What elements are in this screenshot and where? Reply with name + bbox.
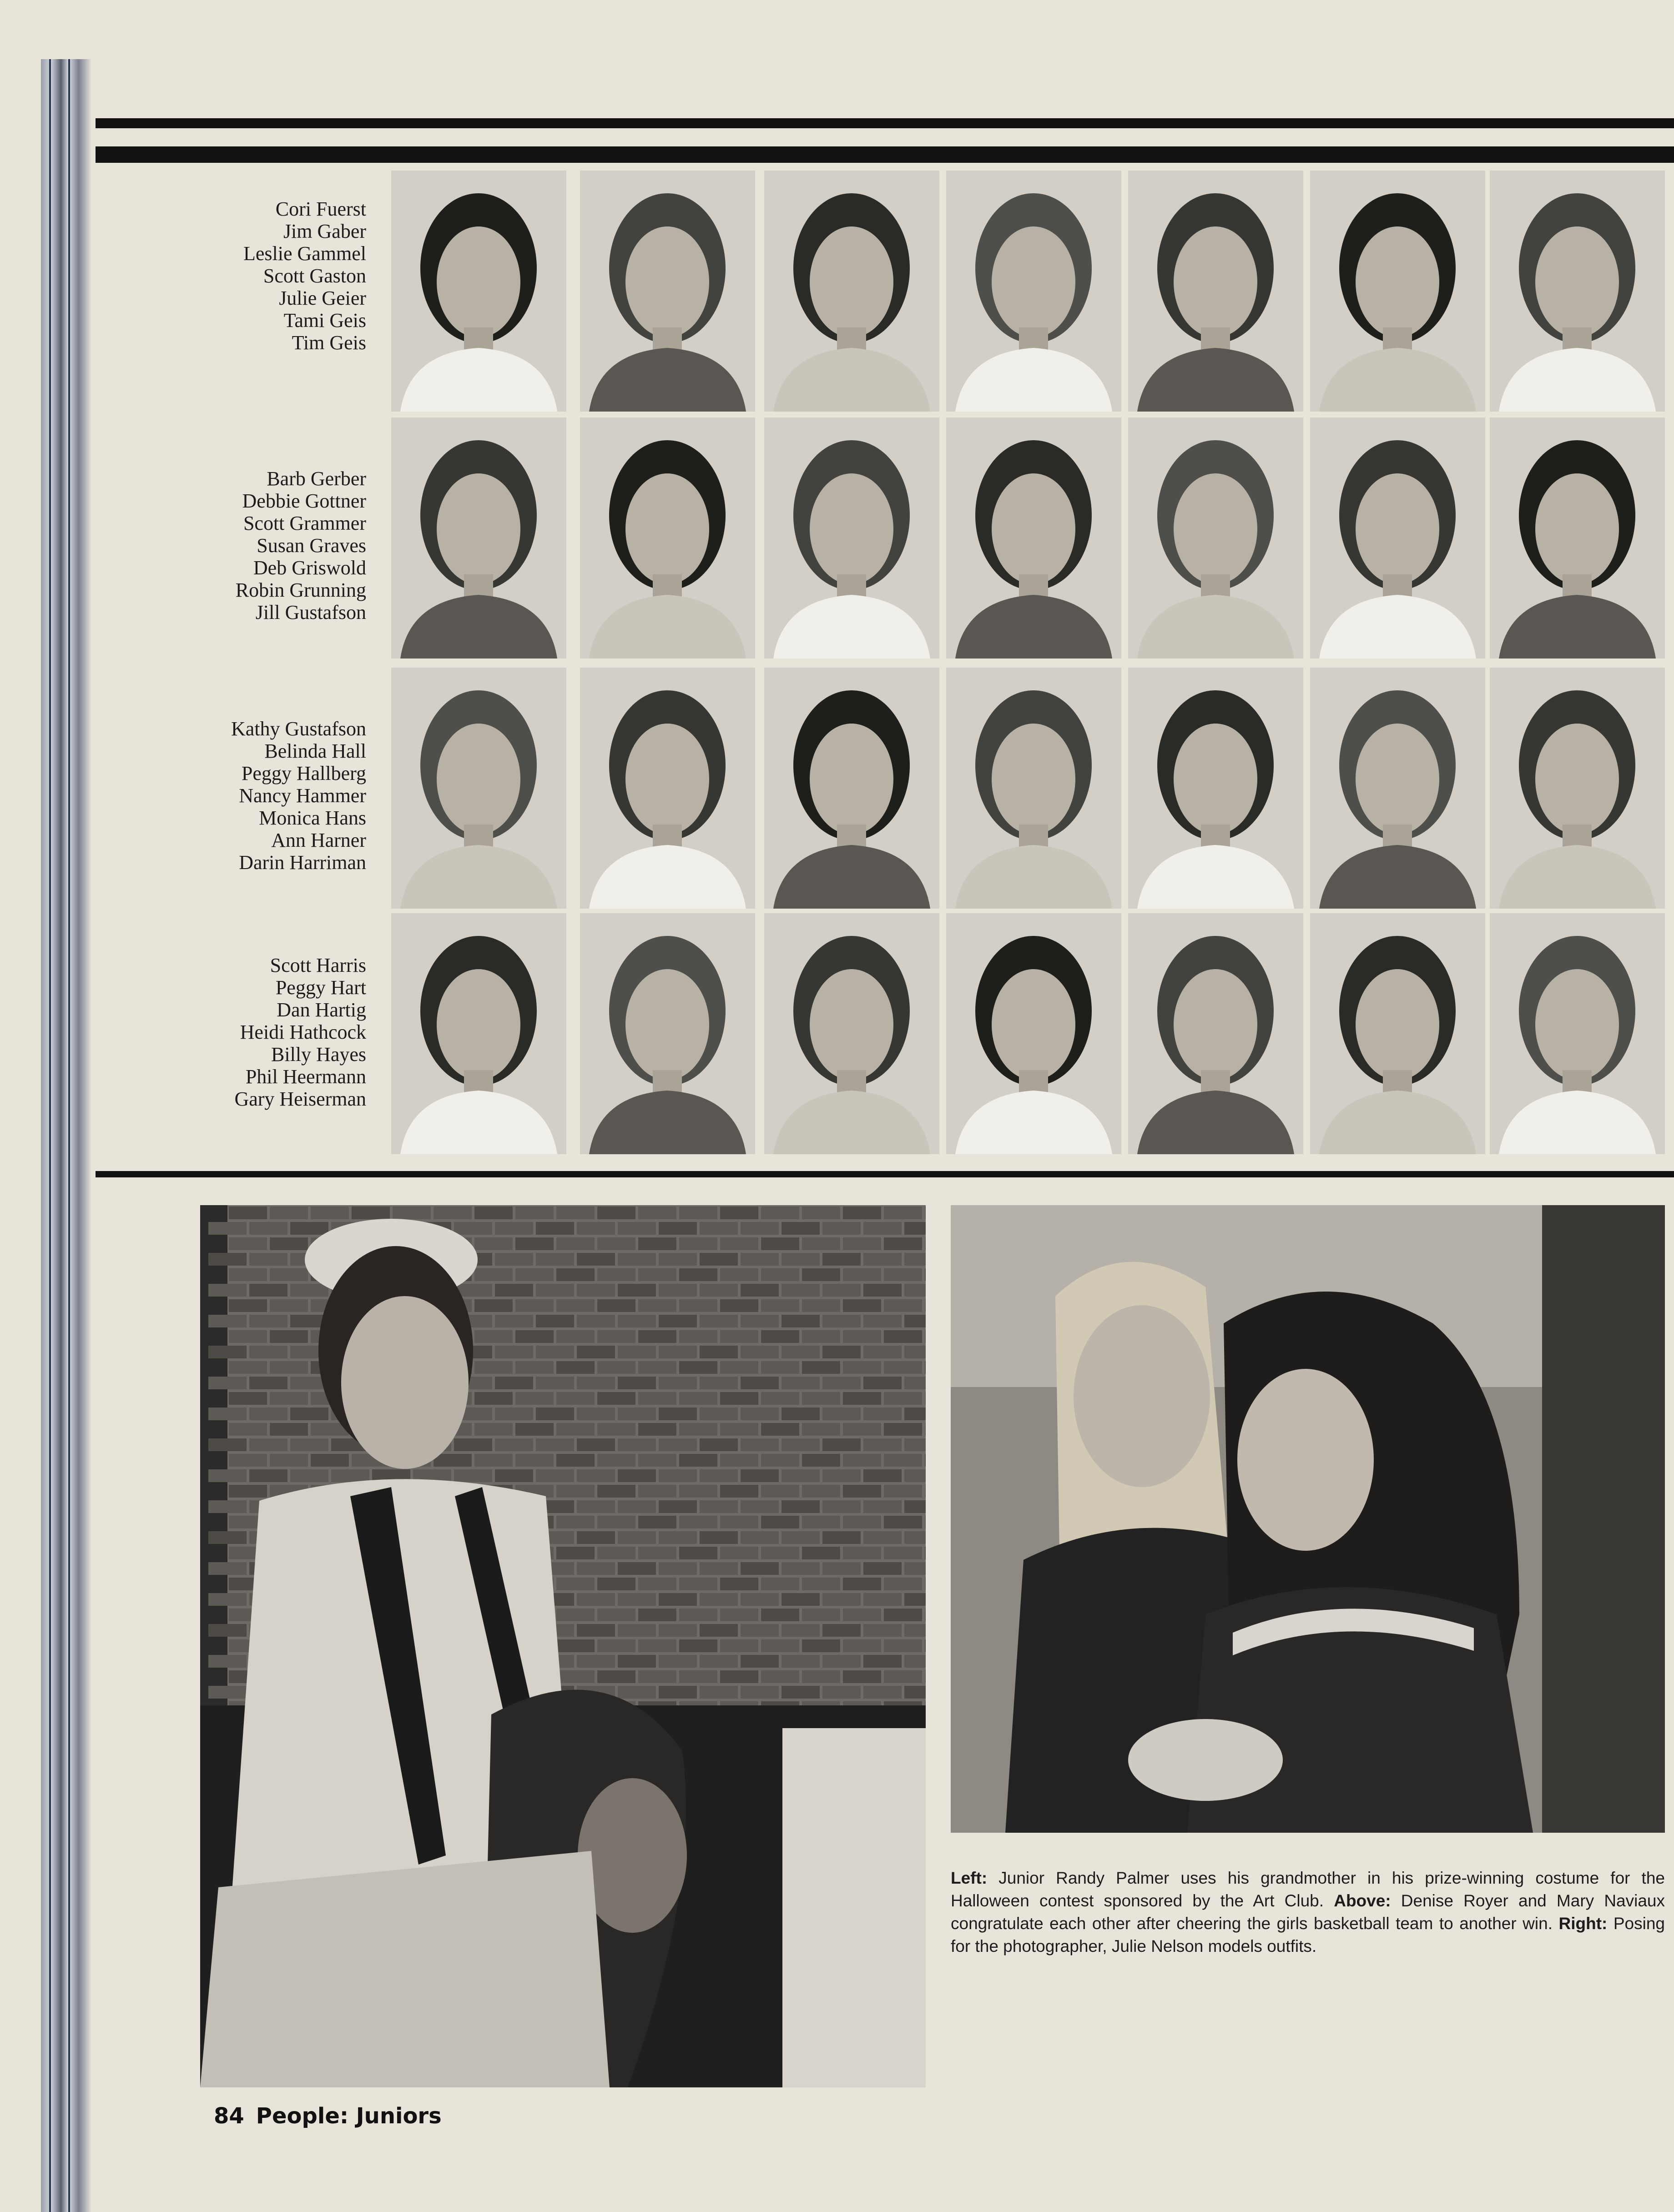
student-name: Monica Hans [259, 807, 366, 829]
costume-photo [200, 1205, 926, 2087]
student-name: Billy Hayes [271, 1043, 366, 1066]
student-portrait [1490, 913, 1665, 1154]
student-portrait [1490, 171, 1665, 412]
student-portrait [580, 913, 755, 1154]
student-name: Jill Gustafson [255, 601, 366, 623]
student-name: Tim Geis [292, 332, 366, 354]
student-portrait [946, 417, 1121, 659]
student-name: Julie Geier [279, 287, 366, 309]
student-name: Peggy Hart [275, 976, 366, 999]
student-name: Nancy Hammer [239, 784, 366, 807]
photo-caption [951, 1867, 1665, 1958]
student-name: Kathy Gustafson [231, 718, 366, 740]
student-portrait [1310, 417, 1485, 659]
student-portrait [391, 417, 566, 659]
binding-line [68, 59, 70, 2212]
page-binding [41, 59, 91, 2212]
student-portrait [580, 668, 755, 909]
student-name: Barb Gerber [267, 468, 366, 490]
student-portrait [1490, 668, 1665, 909]
student-name: Robin Grunning [235, 579, 366, 601]
student-portrait [1128, 171, 1303, 412]
student-portrait [1310, 171, 1485, 412]
header-rule-top [96, 118, 1674, 128]
caption-above-text: Denise Royer and Mary Naviaux congratulate each other after cheering the girls basketball team to another win. [951, 1891, 1665, 1933]
student-name: Deb Griswold [253, 557, 366, 579]
binding-line [49, 59, 51, 2212]
section-divider-rule [96, 1171, 1674, 1177]
student-portrait [764, 913, 939, 1154]
student-portrait [580, 171, 755, 412]
student-portrait [1310, 668, 1485, 909]
student-portrait [1128, 668, 1303, 909]
section-title: People: Juniors [256, 2103, 442, 2129]
student-name: Dan Hartig [277, 999, 366, 1021]
student-portrait [1310, 913, 1485, 1154]
name-list [136, 718, 366, 874]
caption-right-label: Right: [1558, 1914, 1608, 1933]
student-name: Scott Harris [270, 954, 366, 976]
student-portrait [946, 913, 1121, 1154]
student-portrait [764, 171, 939, 412]
student-name: Ann Harner [271, 829, 366, 851]
student-name: Jim Gaber [283, 220, 366, 242]
student-portrait [764, 668, 939, 909]
student-portrait [1490, 417, 1665, 659]
student-name: Susan Graves [257, 534, 366, 557]
student-portrait [1128, 417, 1303, 659]
student-portrait [1128, 913, 1303, 1154]
name-list [136, 198, 366, 354]
student-name: Scott Gaston [263, 265, 366, 287]
student-name: Scott Grammer [243, 512, 366, 534]
student-name: Belinda Hall [264, 740, 366, 762]
student-portrait [391, 668, 566, 909]
student-portrait [764, 417, 939, 659]
caption-left-text: Junior Randy Palmer uses his grandmother in his prize-winning costume for the Halloween contest sponsored by the Art Club. [951, 1869, 1665, 1910]
caption-left-label: Left: [951, 1869, 988, 1887]
student-portrait [391, 913, 566, 1154]
cheerleaders-photo [951, 1205, 1665, 1833]
student-name: Cori Fuerst [275, 198, 366, 220]
caption-above-label: Above: [1334, 1891, 1391, 1910]
student-name: Phil Heermann [245, 1066, 366, 1088]
header-rule-bottom [96, 146, 1674, 163]
caption-right-text: Posing for the photographer, Julie Nelson models outfits. [951, 1914, 1665, 1956]
student-name: Darin Harriman [239, 851, 366, 874]
student-name: Leslie Gammel [243, 242, 366, 265]
student-portrait [946, 668, 1121, 909]
student-name: Peggy Hallberg [241, 762, 366, 784]
student-portrait [580, 417, 755, 659]
page-number: 84 [214, 2103, 244, 2129]
name-list [136, 468, 366, 623]
name-list [136, 954, 366, 1110]
student-name: Gary Heiserman [234, 1088, 366, 1110]
student-name: Tami Geis [283, 309, 366, 332]
student-portrait [946, 171, 1121, 412]
page-folio [214, 2103, 442, 2129]
student-portrait [391, 171, 566, 412]
student-name: Heidi Hathcock [240, 1021, 366, 1043]
student-name: Debbie Gottner [242, 490, 366, 512]
